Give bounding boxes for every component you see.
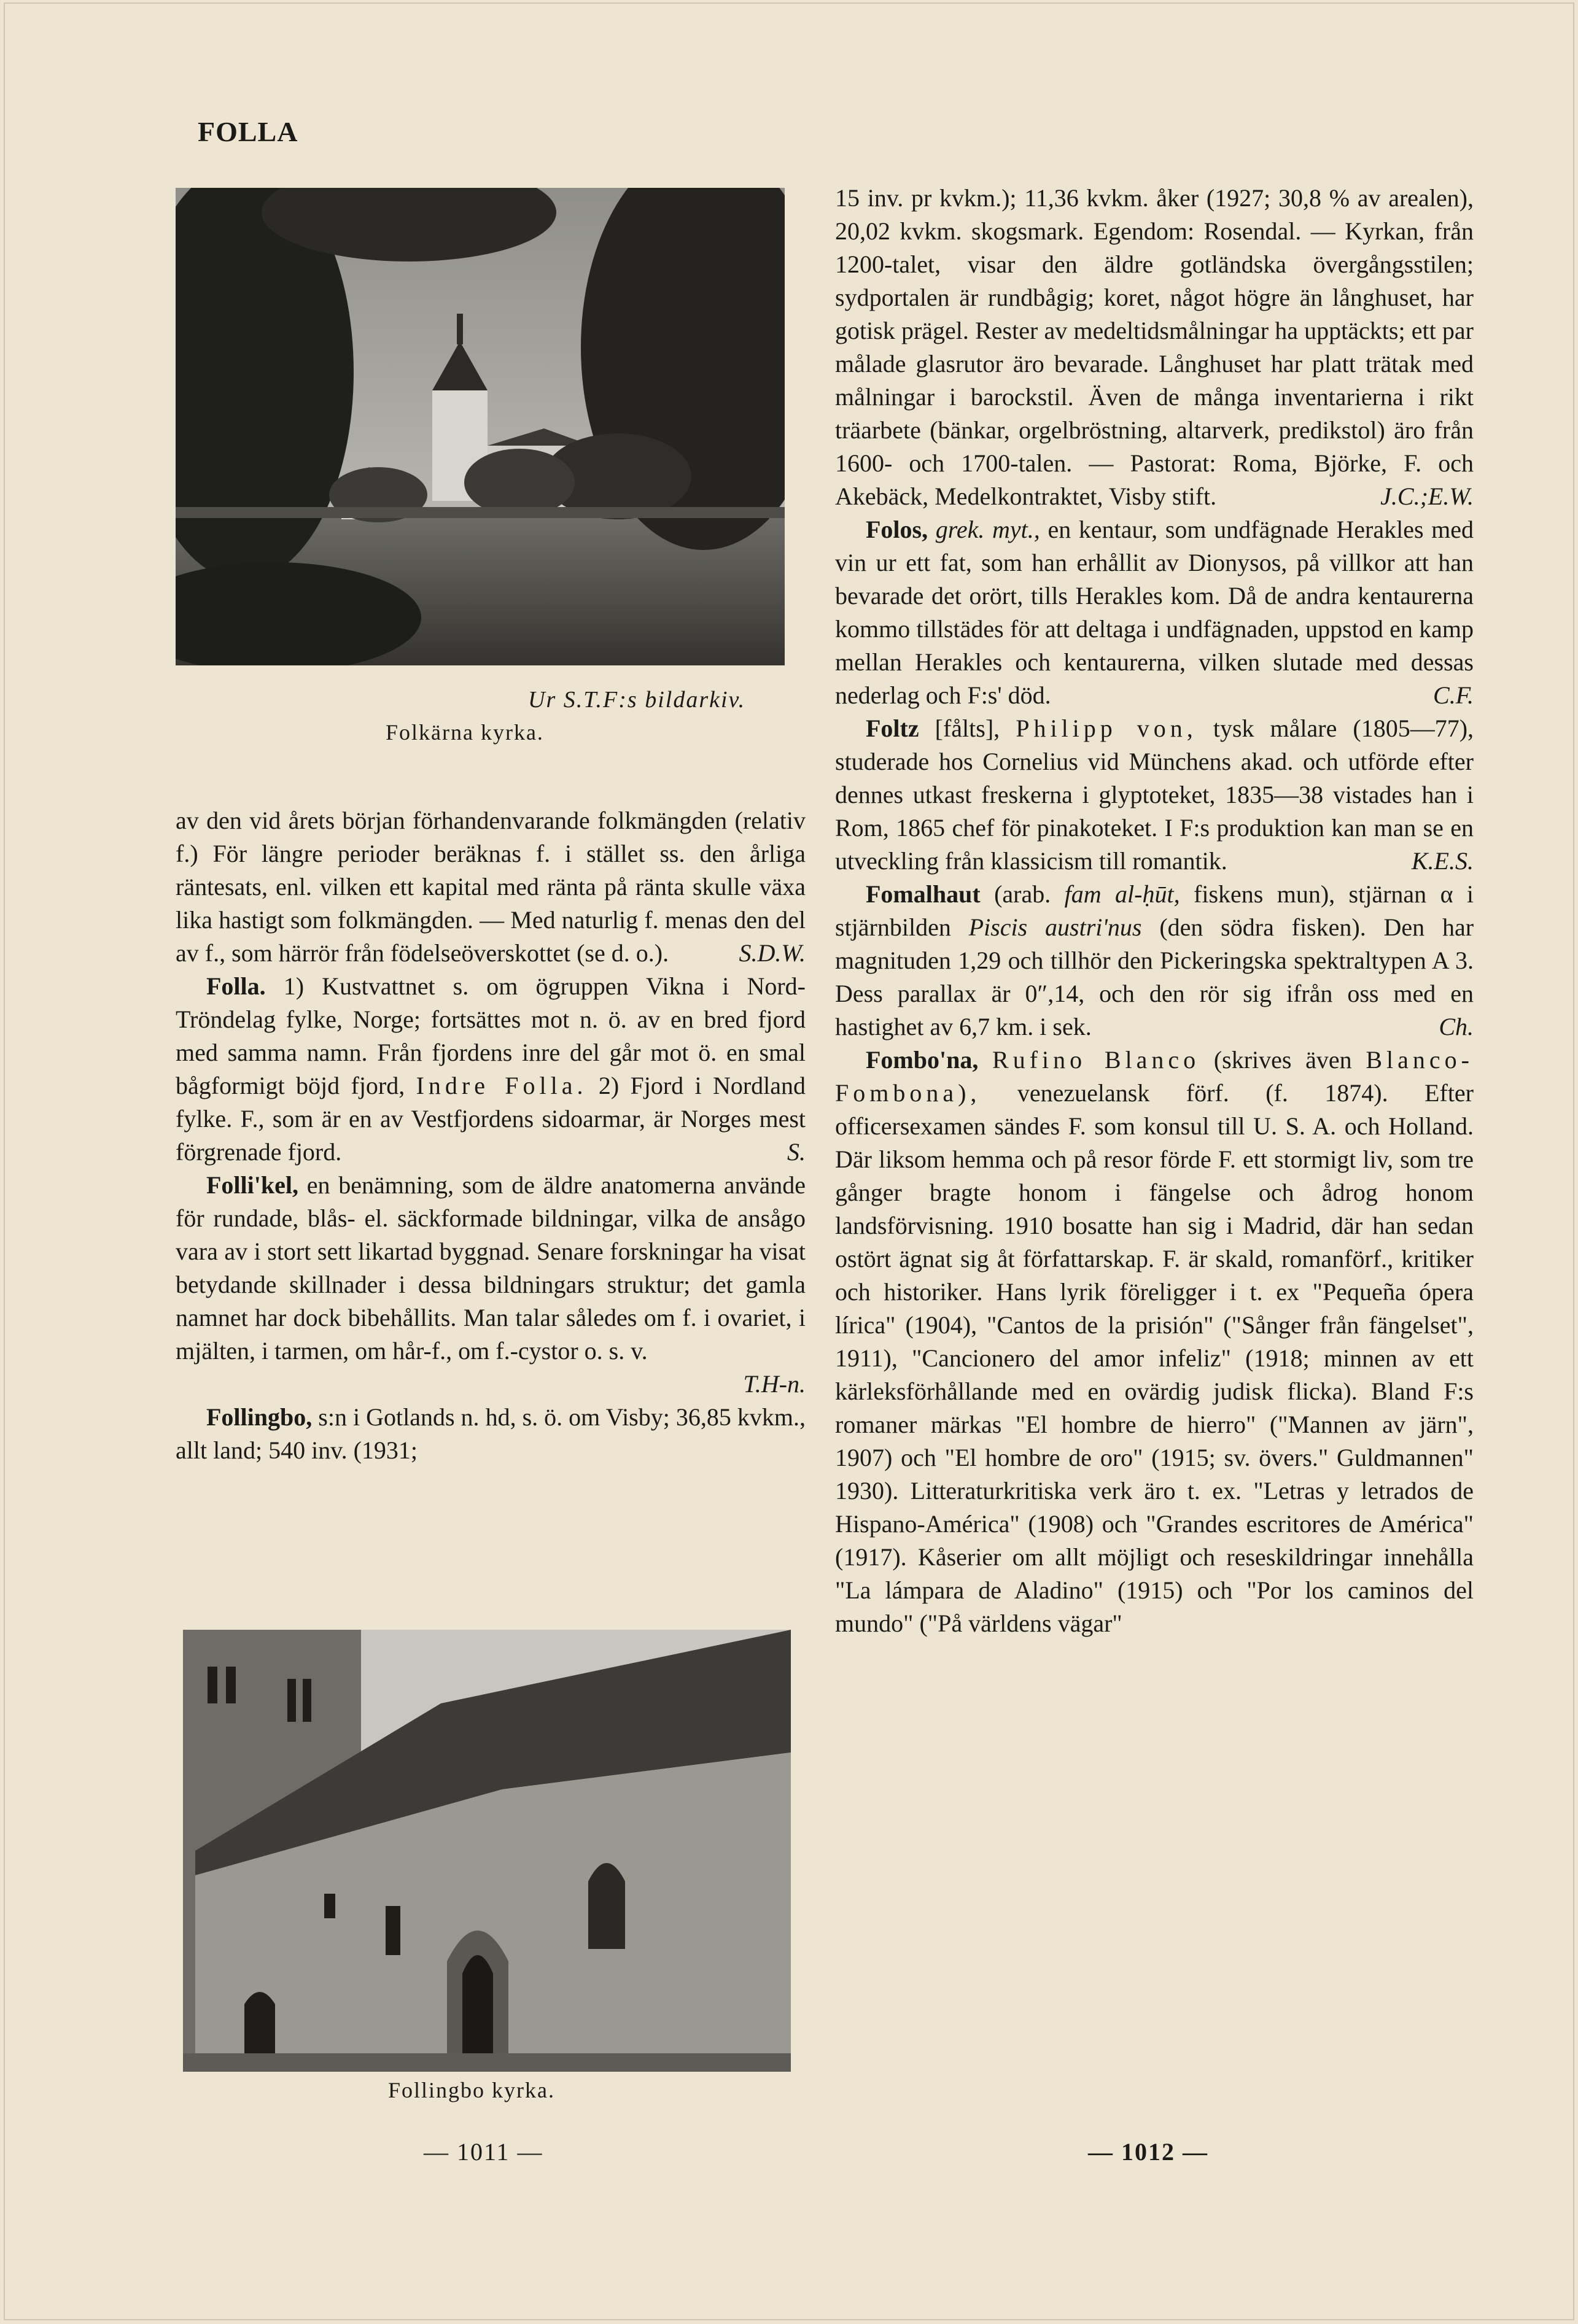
- entry-follingbo-continued: 15 inv. pr kvkm.); 11,36 kvkm. åker (1927; 30,8 % av arealen), 20,02 kvkm. skogsmark. Egendom: Rosendal. — Kyrkan, från 1200-talet, visar den äldre gotländska övergångsstilen; sydportalen är rundbågig; koret, något högre än långhuset, har gotisk prägel. Rester av medeltidsmålningar ha upptäckts; ett par målade glasrutor äro bevarade. Långhuset har platt trätak med målningar i barockstil. Även de många inventarierna i rikt träarbete (bänkar, orgelbröstning, altarverk, predikstol) äro från 1600- och 1700-talen. — Pastorat: Roma, Björke, F. och Akebäck, Medelkontraktet, Visby stift. J.C.;E.W.: [835, 182, 1474, 513]
- author-signature: Ch.: [1439, 1013, 1474, 1040]
- headword-folos: Folos,: [866, 516, 928, 543]
- folkarna-church-illustration: [176, 188, 785, 665]
- right-text-column: [835, 182, 1474, 1640]
- headword-fomalhaut: Fomalhaut: [866, 880, 981, 908]
- entry-folos: Folos, grek. myt., en kentaur, som undfägnade Herakles med vin ur ett fat, som han erhållit av Dionysos, på villkor att han bevarade det orört, tills Herakles kom. Då de andra kentaurerna kommo tillstädes för att deltaga i undfägnaden, uppstod en kamp mellan Herakles och kentaurerna, vilken slutade med dessas nederlag och F:s' död. C.F.: [835, 513, 1474, 712]
- author-signature: C.F.: [1433, 681, 1474, 709]
- author-signature: K.E.S.: [1411, 847, 1474, 875]
- author-signature: T.H-n.: [743, 1370, 806, 1398]
- left-text-column: [176, 804, 806, 1467]
- running-headword: FOLLA: [198, 116, 298, 147]
- page-number-right: — 1012 —: [1088, 2138, 1208, 2166]
- entry-follikel: Folli'kel, en benämning, som de äldre anatomerna använde för rundade, blås- el. säckformade bildningar, vilka de ansågo vara av i stort sett likartad byggnad. Senare forskningar ha visat betydande skillnader i dessa bildningars struktur; det gamla namnet har dock bibehållits. Man talar således om f. i ovariet, i mjälten, i tarmen, om hår-f., om f.-cystor o. s. v. T.H-n.: [176, 1169, 806, 1401]
- entry-fombona: Fombo'na, Rufino Blanco (skrives även Blanco-Fombona), venezuelansk förf. (f. 1874). Efter officersexamen sändes F. som konsul till U. S. A. och Holland. Där liksom hemma och på resor förde F. ett stormigt liv, som tre gånger bragte honom i fängelse och ådrog honom landsförvisning. 1910 bosatte han sig i Madrid, där han sedan ostört ägnat sig åt författarskap. F. är skald, romanförf., kritiker och historiker. Hans lyrik föreligger i t. ex "Pequeña ópera lírica" (1904), "Cantos de la prisión" ("Sånger från fängelset", 1911), "Cancionero del amor infeliz" (1918; minnen av ett kärleksförhållande med en ovärdig judisk flicka). Bland F:s romaner märkas "El hombre de hierro" ("Mannen av järn", 1907) och "El hombre de oro" (1915; sv. övers." Guldmannen" 1930). Litteraturkritiska verk äro t. ex. "Letras y letrados de Hispano-América" (1908) och "Grandes escritores de América" (1917). Kåserier om allt möjligt och reseskildringar innehålla "La lámpara de Aladino" (1915) och "Por los caminos del mundo" ("På världens vägar": [835, 1046, 1474, 1637]
- page-number-left: — 1011 —: [424, 2138, 543, 2166]
- author-signature: S.: [787, 1138, 806, 1166]
- entry-foltz: Foltz [fålts], Philipp von, tysk målare (1805—77), studerade hos Cornelius vid Münchens akad. och utförde efter dennes utkast freskerna i glyptoteket, 1835—38 vistades han i Rom, 1865 chef för pinakoteket. I F:s produktion kan man se en utveckling från klassicism till romantik. K.E.S.: [835, 712, 1474, 878]
- headword-foltz: Foltz: [866, 715, 919, 742]
- entry-folla: Folla. 1) Kustvattnet s. om ögruppen Vikna i Nord-Tröndelag fylke, Norge; fortsättes mot n. ö. av en bred fjord med samma namn. Från fjordens inre del går mot ö. en smal bågformigt böjd fjord, Indre Folla. 2) Fjord i Nordland fylke. F., som är en av Vestfjordens sidoarmar, är Norges mest förgrenade fjord. S.: [176, 970, 806, 1169]
- entry-fomalhaut: Fomalhaut (arab. fam al-ḥūt, fiskens mun), stjärnan α i stjärnbilden Piscis austri'nus (den södra fisken). Den har magnituden 1,29 och tillhör den Pickeringska spektraltypen A 3. Dess parallax är 0″,14, och den rör sig ifrån oss med en hastighet av 6,7 km. i sek. Ch.: [835, 878, 1474, 1044]
- author-signature: S.D.W.: [739, 939, 806, 967]
- entry-folkokning-continued: av den vid årets början förhandenvarande folkmängden (relativ f.) För längre perioder beräknas f. i stället ss. den årliga räntesats, enl. vilken ett kapital med ränta på ränta skulle växa lika hastigt som folkmängden. — Med naturlig f. menas den del av f., som härrör från födelseöverskottet (se d. o.). S.D.W.: [176, 804, 806, 970]
- headword-fombona: Fombo'na,: [866, 1046, 979, 1074]
- headword-folla: Folla.: [206, 972, 266, 1000]
- entry-follingbo: Follingbo, s:n i Gotlands n. hd, s. ö. om Visby; 36,85 kvkm., allt land; 540 inv. (1931;: [176, 1403, 806, 1464]
- author-signature: J.C.;E.W.: [1380, 482, 1474, 510]
- photo-credit: Ur S.T.F:s bildarkiv.: [528, 687, 746, 713]
- follingbo-church-illustration: [183, 1630, 791, 2072]
- headword-follikel: Folli'kel,: [206, 1171, 298, 1199]
- folkarna-church-photo: [176, 188, 785, 665]
- follingbo-church-photo: [183, 1630, 791, 2072]
- headword-follingbo: Follingbo,: [206, 1403, 313, 1431]
- photo-caption-folkarna: Folkärna kyrka.: [386, 720, 544, 745]
- photo-caption-follingbo: Follingbo kyrka.: [388, 2078, 555, 2102]
